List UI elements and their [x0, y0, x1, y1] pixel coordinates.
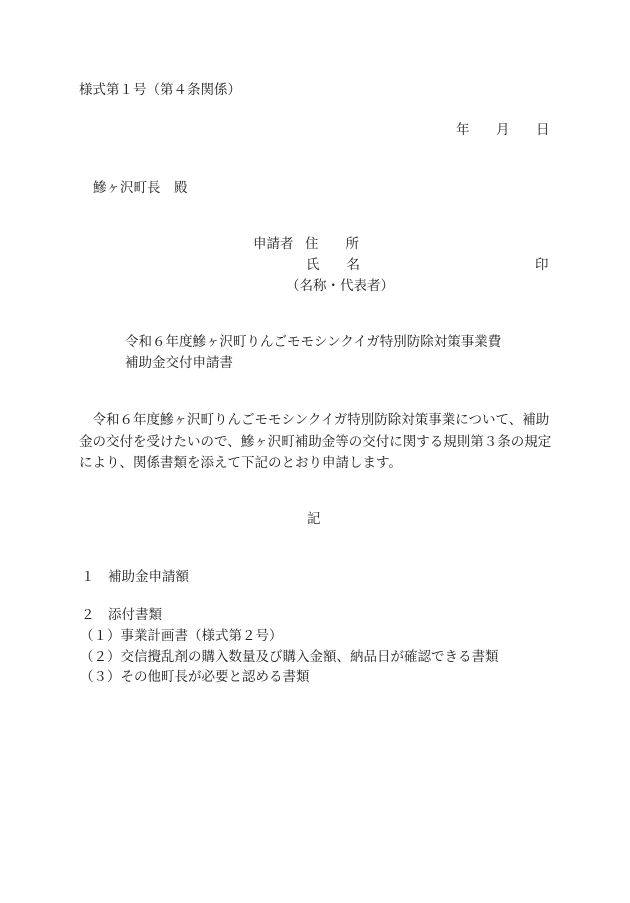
document-title-line-2: 補助金交付申請書 — [125, 355, 233, 371]
date-row — [456, 122, 550, 138]
date-month-label: 月 — [496, 122, 510, 138]
seal-mark: 印 — [535, 257, 549, 273]
address-label: 住 所 — [305, 236, 359, 252]
body-line: により、関係書類を添えて下記のとおり申請します。 — [79, 455, 402, 471]
item-attachments: ２ 添付書類 — [81, 607, 162, 623]
body-line: 令和６年度鰺ヶ沢町りんごモモシンクイガ特別防除対策事業について、補助 — [79, 412, 550, 428]
body-line: 金の交付を受けたいので、鰺ヶ沢町補助金等の交付に関する規則第３条の規定 — [79, 433, 552, 450]
date-day-label: 日 — [536, 122, 550, 138]
name-label: 氏 名 — [306, 257, 360, 273]
applicant-label: 申請者 — [253, 236, 294, 252]
document-title-line-1: 令和６年度鰺ヶ沢町りんごモモシンクイガ特別防除対策事業費 — [125, 334, 502, 350]
attachment-item: （１）事業計画書（様式第２号） — [80, 628, 283, 644]
attachment-item: （２）交信攪乱剤の購入数量及び購入金額、納品日が確認できる書類 — [80, 649, 499, 665]
form-number: 様式第１号（第４条関係） — [79, 82, 241, 98]
item-subsidy-amount: １ 補助金申請額 — [81, 569, 189, 585]
attachment-item: （３）その他町長が必要と認める書類 — [80, 669, 310, 685]
representative-note: （名称・代表者） — [286, 278, 394, 294]
date-year-label: 年 — [456, 122, 470, 138]
applicant-address-row — [253, 236, 359, 252]
ki-heading: 記 — [307, 511, 321, 527]
addressee: 鰺ヶ沢町長 殿 — [93, 180, 188, 196]
body-paragraph — [79, 410, 554, 475]
